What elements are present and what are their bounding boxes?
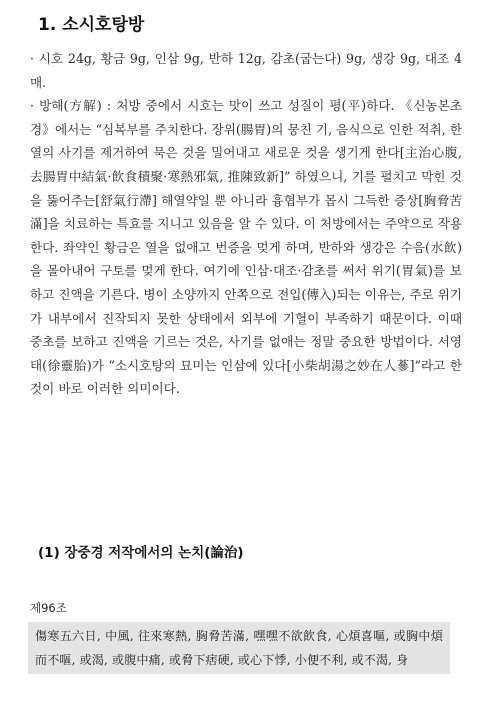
body-text — [30, 47, 462, 401]
subheading: (1) 장중경 저작에서의 논치(論治) — [38, 545, 244, 561]
classical-quote-box — [28, 622, 450, 674]
classical-quote-text: 傷寒五六日, 中風, 往來寒熱, 胸脅苦滿, 嘿嘿不欲飮食, 心煩喜嘔, 或胸中煩而不嘔, 或渴, 或腹中痛, 或脅下痞硬, 或心下悸, 小便不利, 或不渴, 身 — [35, 629, 443, 667]
explanation-paragraph: · 방해(方解) : 처방 중에서 시호는 맛이 쓰고 성질이 평(平)하다. 《신농본초경》에서는 “심복부를 주치한다. 장위(腸胃)의 뭉친 기, 음식으로 인한 적취, 한열의 사기를 제거하여 묵은 것을 밀어내고 새로운 것을 생기게 한다[主治心腹, 去腸胃中結氣·飮食積聚·寒熱邪氣, 推陳致新]” 하였으니, 기를 펼치고 막힌 것을 뚫어주는[舒氣行滯] 해열약일 뿐 아니라 흉협부가 몹시 그득한 증상[胸脅苦滿]을 치료하는 특효를 지니고 있음을 알 수 있다. 이 처방에서는 주약으로 작용한다. 좌약인 황금은 열을 없애고 번증을 멎게 하며, 반하와 생강은 수음(水飮)을 몰아내어 구토를 멎게 한다. 여기에 인삼·대조·감초를 써서 위기(胃氣)를 보하고 진액을 기른다. 병이 소양까지 안쪽으로 전입(傳入)되는 이유는, 주로 위기가 내부에서 진작되지 못한 상태에서 외부에 기혈이 부족하기 때문이다. 이때 중초를 보하고 진액을 기르는 것은, 사기를 없애는 정말 중요한 방법이다. 서영태(徐靈胎)가 “소시호탕의 묘미는 인삼에 있다[小柴胡湯之妙在人蔘]”라고 한 것이 바로 이러한 의미이다. — [30, 98, 462, 397]
ingredients-paragraph: · 시호 24g, 황금 9g, 인삼 9g, 반하 12g, 감초(굽는다) 9g, 생강 9g, 대조 4매. — [30, 51, 462, 90]
section-title: 1. 소시호탕방 — [38, 15, 145, 35]
article-label: 제96조 — [30, 601, 67, 615]
